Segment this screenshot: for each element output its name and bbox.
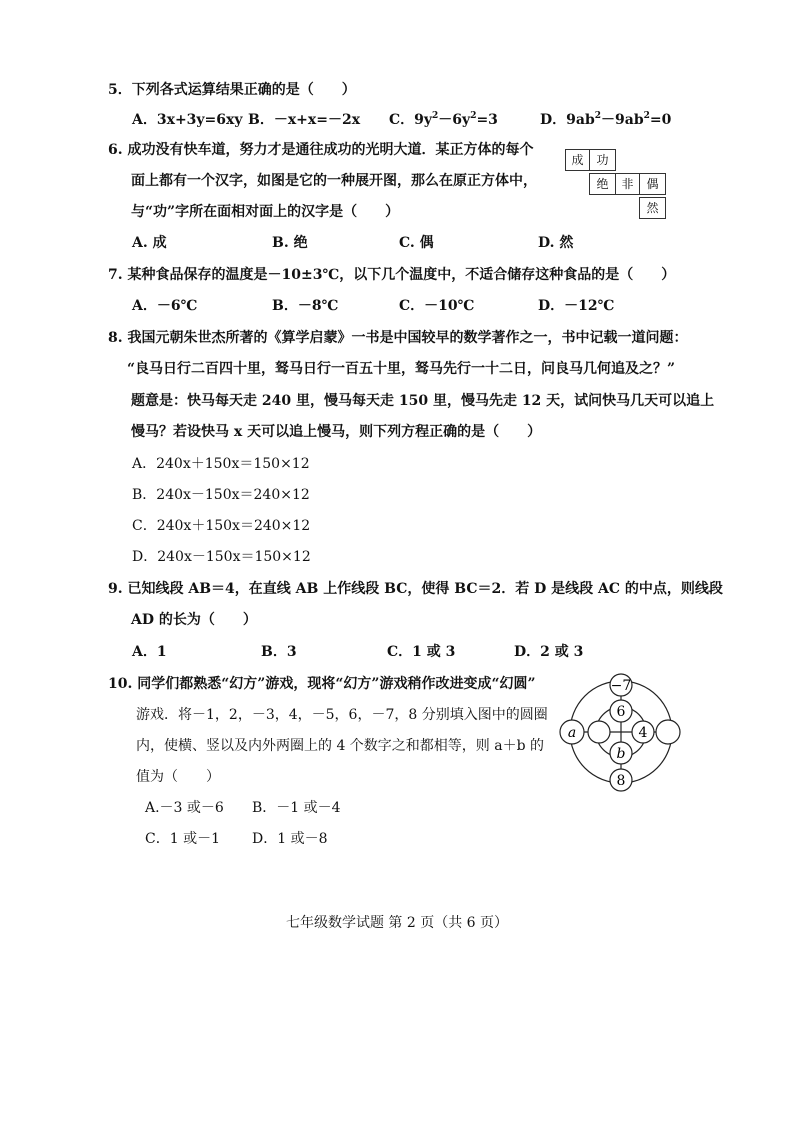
q7-option-b: B．－8℃	[272, 298, 339, 314]
cube-net-figure	[565, 149, 670, 223]
q6-option-d: D. 然	[538, 235, 574, 251]
q10-line-2: 游戏．将－1，2，－3，4，－5，6，－7，8 分别填入图中的圆圈	[136, 707, 548, 723]
net-cell-fei: 非	[615, 173, 640, 195]
page-footer: 七年级数学试题 第 2 页（共 6 页）	[285, 915, 509, 931]
q6-line-2: 面上都有一个汉字，如图是它的一种展开图，那么在原正方体中，	[131, 173, 537, 189]
q6-line-1: 6. 成功没有快车道，努力才是通往成功的光明大道．某正方体的每个	[108, 142, 534, 158]
q9-option-a: A．1	[132, 644, 167, 660]
q6-option-b: B. 绝	[272, 235, 308, 251]
q10-option-d: D．1 或－8	[252, 831, 328, 847]
node-inner-left	[588, 721, 610, 743]
net-cell-gong: 功	[589, 149, 616, 171]
q8-option-b: B．240x－150x＝240×12	[132, 487, 310, 503]
q9-option-c: C．1 或 3	[387, 644, 456, 660]
q10-line-3: 内，使横、竖以及内外两圈上的 4 个数字之和都相等，则 a＋b 的	[136, 738, 545, 754]
q7-option-a: A．－6℃	[132, 298, 198, 314]
label-left: a	[567, 725, 577, 741]
q5-option-b: B．－x+x=－2x	[248, 112, 361, 128]
q9-option-d: D．2 或 3	[514, 644, 584, 660]
q8-option-d: D．240x－150x＝150×12	[132, 549, 311, 565]
q8-option-a: A．240x＋150x＝150×12	[132, 456, 310, 472]
net-cell-cheng: 成	[565, 149, 590, 171]
q5-stem: 5．下列各式运算结果正确的是（ ）	[108, 82, 356, 98]
q7-option-c: C．－10℃	[399, 298, 475, 314]
q10-line-4: 值为（ ）	[136, 769, 220, 785]
q7-stem: 7. 某种食品保存的温度是－10±3℃，以下几个温度中，不适合储存这种食品的是（ ）	[108, 267, 676, 283]
q6-line-3: 与“功”字所在面相对面上的汉字是（ ）	[131, 204, 400, 220]
label-inner-bottom: b	[616, 746, 626, 762]
q5-option-c: C．$9y^2-6y^2=3$	[389, 111, 498, 128]
q9-line-2: AD 的长为（ ）	[131, 612, 257, 628]
q9-option-b: B．3	[261, 644, 297, 660]
q5-option-d: D．$9ab^2-9ab^2=0$	[540, 111, 672, 128]
net-cell-jue: 绝	[589, 173, 616, 195]
label-top: −7	[610, 678, 632, 694]
q5-option-a: A．3x+3y=6xy	[132, 112, 243, 128]
q6-option-c: C. 偶	[399, 235, 434, 251]
q8-line-1: 8. 我国元朝朱世杰所著的《算学启蒙》一书是中国较早的数学著作之一，书中记载一道问题：	[108, 330, 688, 346]
label-inner-right: 4	[638, 725, 648, 741]
q7-option-d: D．－12℃	[538, 298, 615, 314]
q6-option-a: A. 成	[132, 235, 167, 251]
q10-option-c: C．1 或－1	[145, 831, 220, 847]
label-inner-top: 6	[616, 704, 626, 720]
net-cell-ou: 偶	[639, 173, 666, 195]
node-right	[656, 720, 680, 744]
q8-line-3: 题意是：快马每天走 240 里，慢马每天走 150 里，慢马先走 12 天，试问快马几天可以追上	[131, 393, 715, 409]
q10-line-1: 10. 同学们都熟悉“幻方”游戏，现将“幻方”游戏稍作改进变成“幻圆”	[108, 676, 536, 692]
q10-option-a: A.－3 或－6	[145, 800, 224, 816]
q8-line-4: 慢马？若设快马 x 天可以追上慢马，则下列方程正确的是（ ）	[131, 424, 542, 440]
label-bottom: 8	[616, 773, 626, 789]
q8-line-2: “良马日行二百四十里，驽马日行一百五十里，驽马先行一十二日，问良马几何追及之？”	[127, 361, 676, 377]
q10-option-b: B．－1 或－4	[252, 800, 341, 816]
q8-option-c: C．240x＋150x＝240×12	[132, 518, 311, 534]
net-cell-ran: 然	[639, 197, 666, 219]
magic-circle-figure	[555, 670, 690, 795]
q9-line-1: 9. 已知线段 AB＝4，在直线 AB 上作线段 BC，使得 BC＝2．若 D 是线段 AC 的中点，则线段	[108, 581, 723, 597]
